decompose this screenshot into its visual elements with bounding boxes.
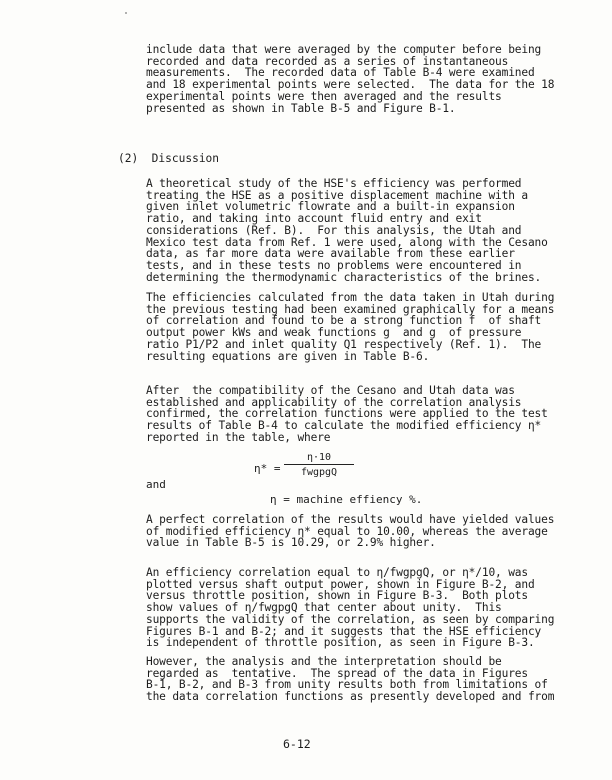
paragraph-compatibility: After the compatibility of the Cesano and Utah data was established and applicability of the correlation analysis confirmed, the correlation functions were applied to the test results of Table B-4 to calculate the modified efficiency η* reported in the table, where — [146, 384, 548, 444]
formula-denominator: fwgpgQ — [300, 467, 338, 478]
formula-numerator: η·10 — [306, 452, 332, 463]
section-heading-discussion: (2) Discussion — [118, 152, 220, 165]
paragraph-efficiency-correlation: An efficiency correlation equal to η/fwgpgQ, or η*/10, was plotted versus shaft output power, shown in Figure B-2, and versus throttle position, shown in Figure B-3. Both plots show values of η/fwgpgQ that center about unity. This supports the validity of the correlation, as seen by comparing Figures B-1 and B-2; and it suggests that the HSE efficiency is independent of throttle position, as seen in Figure B-3. — [146, 566, 555, 650]
paragraph-data-selection: include data that were averaged by the computer before being recorded and data recorded as a series of instantaneous measurements. The recorded data of Table B-4 were examined and 18 experimental points were selected. The data for the 18 experimental points were then averaged and the results presented as shown in Table B-5 and Figure B-1. — [146, 43, 555, 115]
fraction-bar — [284, 464, 354, 465]
paragraph-theoretical-study: A theoretical study of the HSE's efficiency was performed treating the HSE as a positive displacement machine with a given inlet volumetric flowrate and a built-in expansion ratio, and taking into account fluid entry and exit considerations (Ref. B). For this analysis, the Utah and Mexico test data from Ref. 1 were used, along with the Cesano data, as far more data were available from these earlier tests, and in these tests no problems were encountered in determining the thermodynamic characteristics of the brines. — [146, 177, 548, 284]
paragraph-perfect-correlation: A perfect correlation of the results would have yielded values of modified efficiency η* equal to 10.00, whereas the average value in Table B-5 is 10.29, or 2.9% higher. — [146, 513, 555, 550]
scan-speck — [125, 12, 127, 14]
formula-and-word: and — [146, 478, 166, 491]
formula-lhs: η* = — [254, 462, 281, 475]
eta-definition: η = machine effiency %. — [270, 493, 423, 506]
formula-fraction — [284, 452, 354, 478]
paragraph-however: However, the analysis and the interpretation should be regarded as tentative. The spread of the data in Figures B-1, B-2, and B-3 from unity results both from limitations of the data correlation functions as presently developed and from — [146, 655, 555, 704]
paragraph-efficiencies: The efficiencies calculated from the data taken in Utah during the previous testing had been examined graphically for a means of correlation and found to be a strong function f of shaft output power kWs and weak functions g and g of pressure ratio P1/P2 and inlet quality Q1 respectively (Ref. 1). The resulting equations are given in Table B-6. — [146, 291, 555, 363]
page-number: 6-12 — [283, 737, 311, 751]
